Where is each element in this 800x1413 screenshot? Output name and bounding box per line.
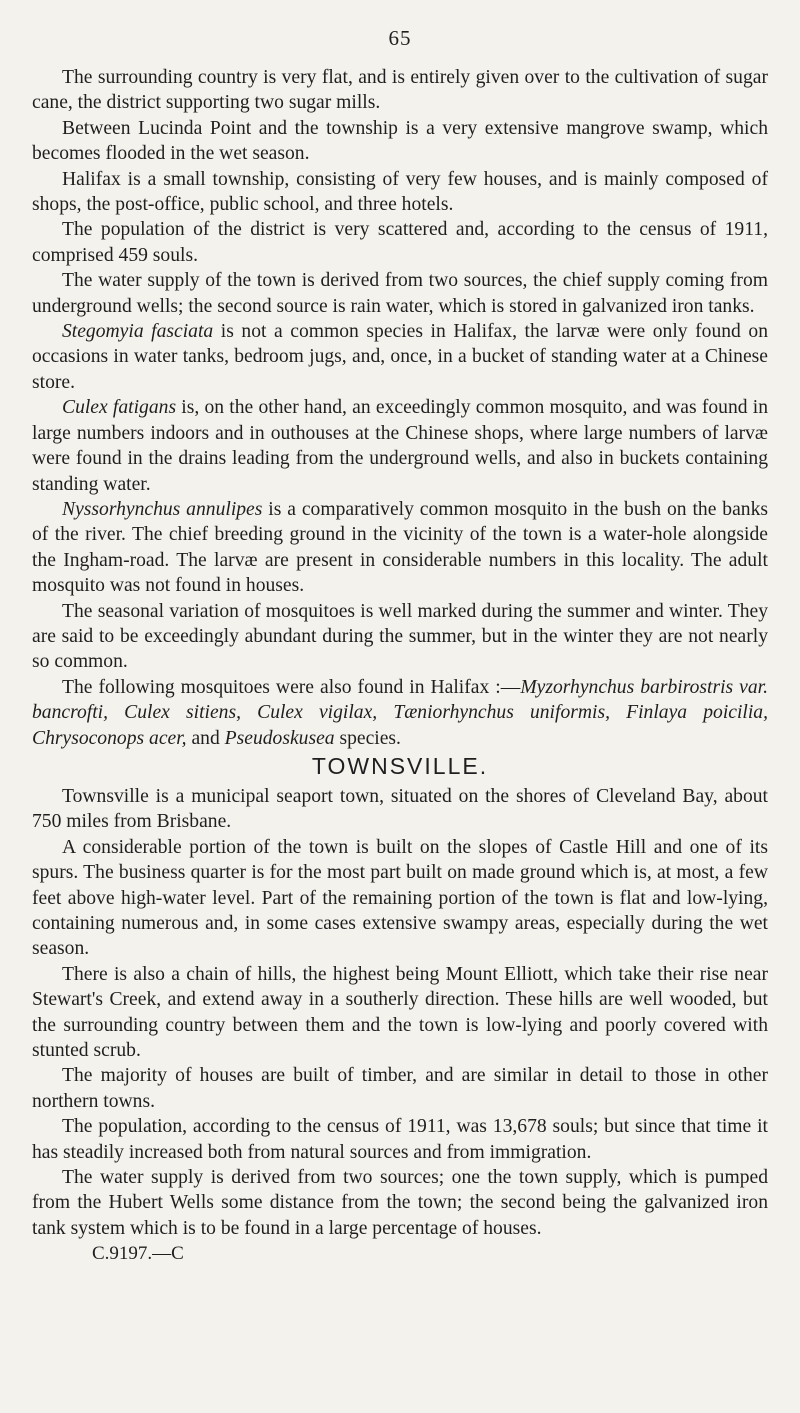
paragraph-nyssorhynchus [32,497,768,599]
paragraph-stegomyia [32,319,768,395]
paragraph-text: is, on the other hand, an exceedingly common mosquito, and was found in large numbers indoors and in outhouses at the Chinese shops, where large numbers of larvæ were found in the drains leading from the underground wells, and also in buckets containing standing water. [32,397,768,495]
paragraph: The water supply of the town is derived from two sources, the chief supply coming from underground wells; the second source is rain water, which is stored in galvanized iron tanks. [32,270,768,317]
paragraph: Halifax is a small township, consisting of very few houses, and is mainly composed of shops, the post-office, public school, and three hotels. [32,168,768,216]
species-name: Nyssorhynchus annulipes [62,498,263,520]
paragraph: The population, according to the census of 1911, was 13,678 souls; but since that time it has steadily increased both from natural sources and from immigration. [32,1116,768,1163]
paragraph: There is also a chain of hills, the highest being Mount Elliott, which take their rise near Stewart's Creek, and extend away in a southerly direction. These hills are well wooded, but the surrounding country between them and the town is low-lying and poorly covered with stunted scrub. [32,963,768,1062]
species-name: Pseudoskusea [224,727,335,749]
paragraph-text: is not a common species in Halifax, the larvæ were only found on occasions in water tanks, bedroom jugs, and, once, in a bucket of standing water at a Chinese store. [32,321,769,393]
conjunction-text: and [186,727,225,749]
paragraph: Townsville is a municipal seaport town, situated on the shores of Cleveland Bay, about 750 miles from Brisbane. [32,785,768,833]
species-list: Myzorhynchus barbirostris var. bancrofti, Culex sitiens, Culex vigilax, Tæniorhynchus uniformis, Finlaya poicilia, Chrysoconops acer, [32,676,768,749]
paragraph-text: is a comparatively common mosquito in the bush on the banks of the river. The chief breeding ground in the vicinity of the town is a water-hole alongside the Ingham-road. The larvæ are present in considerable numbers in this locality. The adult mosquito was not found in houses. [32,498,768,597]
section-heading: TOWNSVILLE. [311,752,489,779]
paragraph: The majority of houses are built of timber, and are similar in detail to those in other northern towns. [32,1065,768,1112]
species-name: Stegomyia fasciata [62,321,214,343]
species-name: Culex fatigans [62,397,177,419]
paragraph-seasonal: The seasonal variation of mosquitoes is well marked during the summer and winter. They are said to be exceedingly abundant during the summer, but in the winter they are not nearly so common. [32,600,768,673]
paragraph-culex [32,395,768,497]
paragraph: The population of the district is very scattered and, according to the census of 1911, comprised 459 souls. [32,219,768,266]
page-number: 65 [388,26,412,50]
paragraph-text: The following mosquitoes were also found in Halifax :— [62,676,521,698]
paragraph-text: species. [334,727,401,749]
paragraph: Between Lucinda Point and the township is a very extensive mangrove swamp, which becomes flooded in the wet season. [32,117,768,165]
printer-code: C.9197.—C [92,1243,184,1265]
paragraph: The water supply is derived from two sources; one the town supply, which is pumped from the Hubert Wells some distance from the town; the second being the galvanized iron tank system which is to be found in a large percentage of houses. [32,1167,768,1239]
paragraph-also-found [32,675,768,751]
paragraph: A considerable portion of the town is built on the slopes of Castle Hill and one of its spurs. The business quarter is for the most part built on made ground which is, at most, a few feet above high-water level. Part of the remaining portion of the town is flat and low-lying, containing numerous and, in some cases extensive swampy areas, especially during the wet season. [32,836,768,960]
paragraph: The surrounding country is very flat, and is entirely given over to the cultivation of sugar cane, the district supporting two sugar mills. [32,67,768,114]
